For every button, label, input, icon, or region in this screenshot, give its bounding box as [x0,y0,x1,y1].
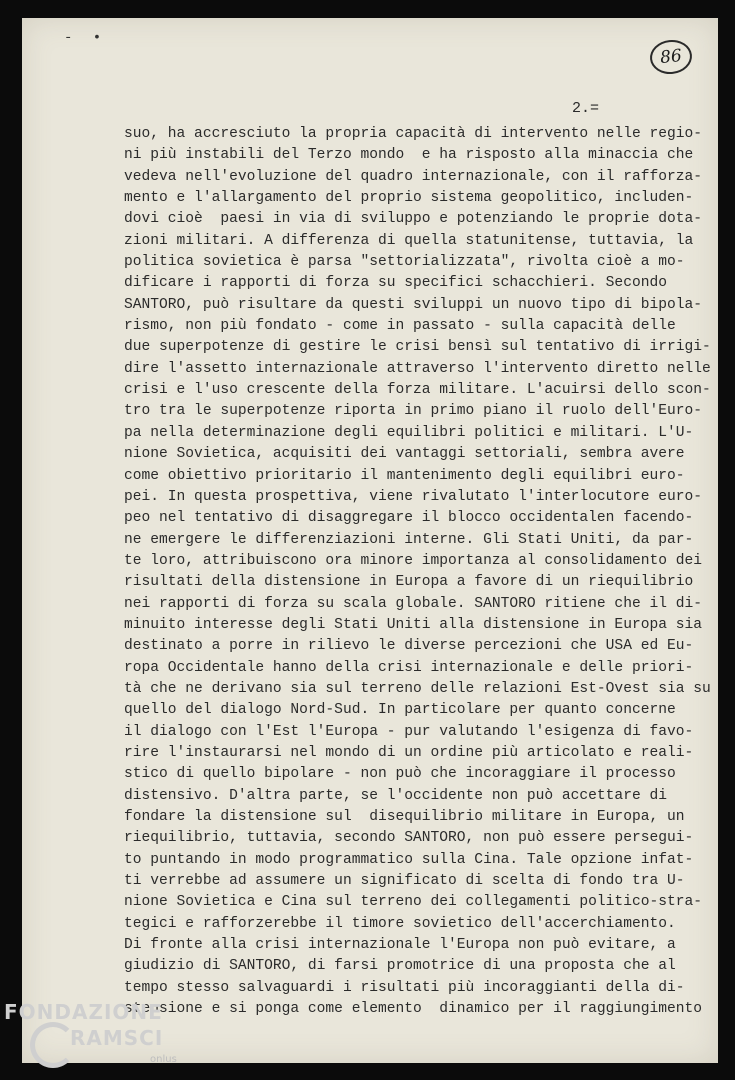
body-text [124,124,711,1020]
text-line: ti verrebbe ad assumere un significato di scelta di fondo tra U- [124,873,685,890]
text-line: tegici e rafforzerebbe il timore sovietico dell'accerchiamento. [124,915,676,932]
text-line: risultati della distensione in Europa a favore di un riequilibrio [124,574,694,591]
text-line: riequilibrio, tuttavia, secondo SANTORO, non può essere persegui- [124,830,694,847]
text-line: minuito interesse degli Stati Uniti alla distensione in Europa sia [124,616,703,633]
top-marks: - • [64,30,108,46]
watermark-onlus: onlus [150,1054,177,1065]
text-line: quello del dialogo Nord-Sud. In particolare per quanto concerne [124,702,676,719]
fondazione-gramsci-watermark [4,998,204,1078]
text-line: stensione e si ponga come elemento dinamico per il raggiungimento [124,1001,703,1018]
text-line: pa nella determinazione degli equilibri politici e militari. L'U- [124,424,694,441]
text-line: stico di quello bipolare - non può che incoraggiare il processo [124,766,676,783]
text-line: fondare la distensione sul disequilibrio militare in Europa, un [124,809,685,825]
text-line: suo, ha accresciuto la propria capacità di intervento nelle regio- [124,126,703,142]
text-line: come obiettivo prioritario il mantenimento degli equilibri euro- [124,467,685,484]
text-line: ropa Occidentale hanno della crisi internazionale e delle priori- [124,659,694,676]
text-line: rismo, non più fondato - come in passato - sulla capacità delle [124,318,676,335]
watermark-line2: RAMSCI [70,1026,164,1050]
text-line: tà che ne derivano sia sul terreno delle relazioni Est-Ovest sia su [124,680,711,697]
text-line: politica sovietica è parsa "settorializzata", rivolta cioè a mo- [124,254,685,271]
text-line: tro tra le superpotenze riporta in primo piano il ruolo dell'Euro- [124,403,703,420]
folio-number: 86 [648,38,693,76]
text-line: zioni militari. A differenza di quella statunitense, tuttavia, la [124,232,694,249]
text-line: dire l'assetto internazionale attraverso l'intervento diretto nelle [124,360,711,377]
text-line: vedeva nell'evoluzione del quadro internazionale, con il rafforza- [124,168,703,185]
text-line: tempo stesso salvaguardi i risultati più incoraggianti della di- [124,979,685,996]
watermark-line1: FONDAZIONE [4,1000,163,1024]
text-line: giudizio di SANTORO, di farsi promotrice di una proposta che al [124,958,676,975]
text-line: crisi e l'uso crescente della forza militare. L'acuirsi dello scon- [124,382,711,399]
text-line: ni più instabili del Terzo mondo e ha risposto alla minaccia che [124,147,694,164]
text-line: destinato a porre in rilievo le diverse percezioni che USA ed Eu- [124,638,694,655]
text-line: Di fronte alla crisi internazionale l'Europa non può evitare, a [124,937,676,954]
text-line: SANTORO, può risultare da questi sviluppi un nuovo tipo di bipola- [124,296,703,313]
text-line: due superpotenze di gestire le crisi bensì sul tentativo di irrigi- [124,339,711,356]
text-line: nione Sovietica, acquisiti dei vantaggi settoriali, sembra avere [124,446,685,463]
text-line: dovi cioè paesi in via di sviluppo e potenziando le proprie dota- [124,211,703,228]
text-line: to puntando in modo programmatico sulla Cina. Tale opzione infat- [124,851,694,868]
text-line: te loro, attribuiscono ora minore importanza al consolidamento dei [124,552,703,569]
text-line: nei rapporti di forza su scala globale. SANTORO ritiene che il di- [124,595,703,612]
text-line: rire l'instaurarsi nel mondo di un ordine più articolato e reali- [124,744,694,761]
text-line: distensivo. D'altra parte, se l'occidente non può accettare di [124,787,667,804]
text-line: peo nel tentativo di disaggregare il blocco occidentalen facendo- [124,510,694,527]
text-line: mento e l'allargamento del proprio sistema geopolitico, includen- [124,190,694,207]
text-line: il dialogo con l'Est l'Europa - pur valutando l'esigenza di favo- [124,723,694,740]
text-line: dificare i rapporti di forza su specifici schacchieri. Secondo [124,275,667,292]
text-line: ne emergere le differenziazioni interne. Gli Stati Uniti, da par- [124,531,694,548]
page-number: 2.= [572,100,600,117]
text-line: nione Sovietica e Cina sul terreno dei collegamenti politico-stra- [124,894,703,911]
text-line: pei. In questa prospettiva, viene rivalutato l'interlocutore euro- [124,488,703,505]
